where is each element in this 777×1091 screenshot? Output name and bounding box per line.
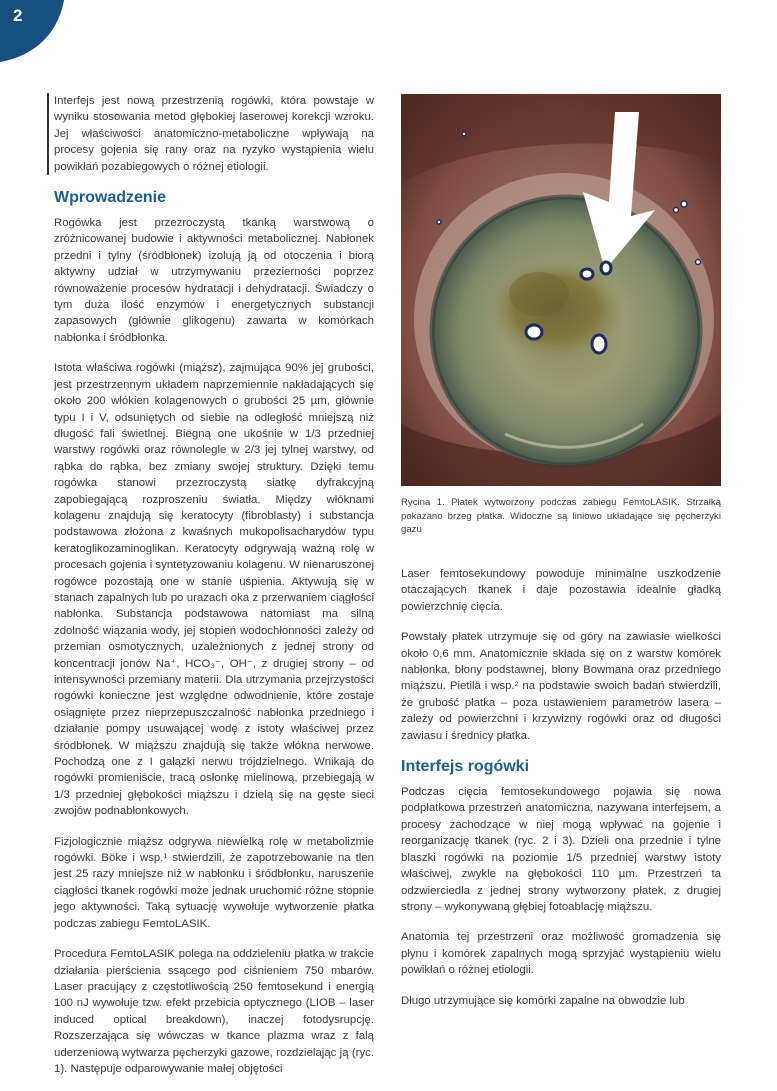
body-paragraph: Procedura FemtoLASIK polega na oddzieleniu płatka w trakcie działania pierścienia ssącego pod ciśnieniem 750 mbarów. Laser pracujący z częstotliwością 250 femtosekund i energią 100 nJ wywołuje tzw. efekt przebicia optycznego (LIOB – laser induced optical breakdown), inaczej fotodysrupcję. Rozszerzająca się wówczas w tkance plazma wraz z falą uderzeniową wytwarza pęcherzyki gazowe, rozdzielając ją (ryc. 1). Następuje odparowywanie małej objętości bbox=[54, 948, 374, 1075]
section-heading-interfejs-rogowki: Interfejs rogówki bbox=[401, 758, 530, 776]
body-paragraph: Długo utrzymujące się komórki zapalne na obwodzie lub bbox=[401, 994, 685, 1007]
body-paragraph: Fizjologicznie miąższ odgrywa niewielką rolę w metabolizmie rogówki. Böke i wsp.¹ stwierdzili, że zapotrzebowanie na tlen jest 25 razy mniejsze niż w nabłonku i śródbłonku, naruszenie ciągłości tkanek rogówki może jednak uruchomić różne stopnie jego aktywności. Taką sytuację wywołuje wytworzenie płatka podczas zabiegu FemtoLASIK. bbox=[54, 835, 374, 930]
figure-caption: Rycina 1. Płatek wytworzony podczas zabiegu FemtoLASIK. Strzałką pokazano brzeg płatka. Widoczne są liniowo układające się pęcherzyki gazu bbox=[401, 497, 721, 536]
figure-eye-photo bbox=[401, 94, 721, 486]
intro-paragraph: Interfejs jest nową przestrzenią rogówki, która powstaje w wyniku stosowania metod głębokiej laserowej korekcji wzroku. Jej właściwości anatomiczno-metaboliczne wpływają na procesy gojenia się rany oraz na ryzyko wystąpienia wielu powikłań pozabiegowych o różnej etiologii. bbox=[47, 93, 374, 175]
page-corner-tab bbox=[0, 0, 64, 62]
body-paragraph: Istota właściwa rogówki (miąższ), zajmująca 90% jej grubości, jest przestrzennym układem naprzemiennie nakładających się około 200 włókien kolagenowych o grubości 25 µm, głównie typu I i V, odsuniętych od siebie na odległość mniejszą niż długość fali świetlnej. Biegną one ukośnie w 1/3 przedniej warstwy rogówki oraz równolegle w 2/3 jej tylnej warstwy, od rąbka do rąbka, bez zmiany swojej struktury. Dzięki temu rogówka stanowi przezroczystą siatkę dyfrakcyjną zapobiegającą rozproszeniu światła. Między włóknami kolagenu znajdują się keratocyty (fibroblasty) i substancja podstawowa złożona z kwaśnych mukopolisacharydów typu keratoglikozaminoglikan. Keratocyty odgrywają ważną rolę w procesach gojenia i syntetyzowaniu kolagenu. W nienaruszonej rogówce pozostają one w stanie uśpienia. Aktywują się w stanach zapalnych lub po urazach oka z przerwaniem ciągłości nabłonka. Substancja podstawowa natomiast ma silną zdolność wiązania wody, jej stopień wodochłonności zależy od przemian osmotycznych, uzależnionych z jednej strony od koncentracji jonów Na⁺, HCO₃⁻, OH⁻, z drugiej strony – od intensywności przemiany materii. Dla utrzymania przejrzystości rogówki konieczne jest względne odwodnienie, które zostaje osiągnięte przez nieprzepuszczalność nabłonka przedniego i działanie pompy usuwającej wodę z istoty właściwej przez śródbłonek. W miąższu znajdują się także włókna nerwowe. Pochodzą one z I gałązki nerwu trójdzielnego. Wnikają do rogówki promieniście, tracą osłonkę mielinową, przebiegają w 1/3 przedniej głębokości miąższu i dzielą się na gęste sieci zwojów podnabłonkowych. bbox=[54, 362, 374, 818]
section-heading-wprowadzenie: Wprowadzenie bbox=[54, 189, 167, 207]
body-paragraph: Rogówka jest przezroczystą tkanką warstwową o zróżnicowanej budowie i aktywności metabolicznej. Nabłonek przedni i tylny (śródbłonek) izolują ją od otoczenia i biorą aktywny udział w utrzymywaniu przezierności poprzez równoważenie procesów hydratacji i dehydratacji. Świadczy o tym duża ilość enzymów i energetycznych substancji zapasowych (głównie glikogenu) zawarta w komórkach nabłonka i śródbłonka. bbox=[54, 217, 374, 344]
body-paragraph: Anatomia tej przestrzeni oraz możliwość gromadzenia się płynu i komórek zapalnych mogą sprzyjać wystąpieniu wielu powikłań o różnej etiologii. bbox=[401, 931, 721, 977]
eye-photo-icon bbox=[401, 94, 721, 486]
body-paragraph: Laser femtosekundowy powoduje minimalne uszkodzenie otaczających tkanek i daje pozostawia idealnie gładką powierzchnię cięcia. bbox=[401, 568, 721, 613]
page-number: 2 bbox=[13, 6, 23, 25]
right-column bbox=[401, 566, 721, 1009]
body-paragraph: Powstały płatek utrzymuje się od góry na zawiasie wielkości około 0,6 mm. Anatomicznie składa się on z warstw komórek nabłonka, błony podstawnej, błony Bowmana oraz przedniego miąższu. Pietilä i wsp.² na podstawie swoich badań stwierdzili, że grubość płatka – poza ustawieniem parametrów lasera – zależy od powierzchni i krzywizny rogówki oraz od długości zawiasu i średnicy płatka. bbox=[401, 631, 721, 742]
body-paragraph: Podczas cięcia femtosekundowego pojawia się nowa podpłatkowa przestrzeń anatomiczna, nazywana interfejsem, a procesy zachodzące w niej mogą wpływać na gojenie i reorganizację tkanek (ryc. 2 i 3). Dzieli ona przednie i tylne blaszki rogówki na poziomie 1/5 przedniej warstwy istoty właściwej, zwykle na głębokości 110 µm. Przestrzeń ta odzwierciedla z jednej strony wytworzony płatek, z drugiej strony – wykonywaną głębiej fotoablację miąższu. bbox=[401, 786, 721, 913]
left-column bbox=[54, 93, 374, 1091]
